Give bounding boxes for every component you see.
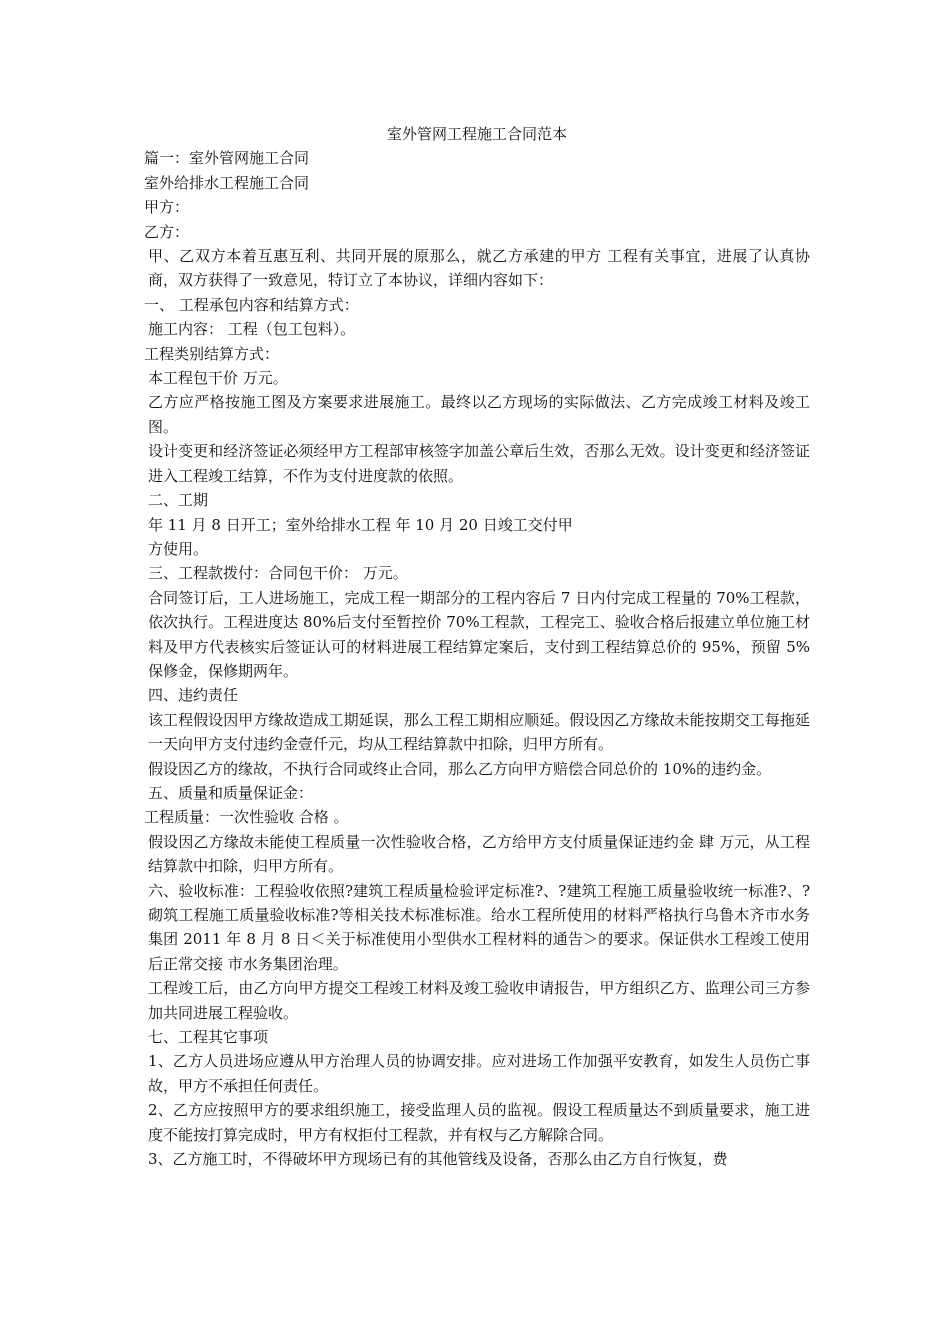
paragraph-22: 假设因乙方缘故未能使工程质量一次性验收合格，乙方给甲方支付质量保证违约金 肆 万元，从工程结算款中扣除，归甲方所有。 bbox=[148, 832, 810, 876]
paragraph-23: 六、验收标准：工程验收依照?建筑工程质量检验评定标准?、?建筑工程施工质量验收统一标准?、?砌筑工程施工质量验收标准?等相关技术标准标准。给水工程所使用的材料严格执行乌鲁木齐市水务集团 2011 年 8 月 8 日＜关于标准使用小型供水工程材料的通告＞的要求。保证供水工程竣工使用后正常交接 市水务集团治理。 bbox=[148, 881, 810, 973]
paragraph-26: 1、乙方人员进场应遵从甲方治理人员的协调安排。应对进场工作加强平安教育，如发生人员伤亡事故，甲方不承担任何责任。 bbox=[148, 1052, 810, 1095]
paragraph-24: 工程竣工后，由乙方向甲方提交工程竣工材料及竣工验收申请报告，甲方组织乙方、监理公司三方参加共同进展工程验收。 bbox=[148, 979, 810, 1022]
section-heading-1: 一、 工程承包内容和结算方式： bbox=[144, 295, 359, 314]
paragraph-2: 室外给排水工程施工合同 bbox=[144, 173, 310, 192]
paragraph-5: 甲、乙双方本着互惠互利、共同开展的原那么，就乙方承建的甲方 工程有关事宜，进展了认真协商，双方获得了一致意见，特订立了本协议，详细内容如下： bbox=[148, 247, 810, 290]
paragraph-9: 本工程包干价 万元。 bbox=[148, 369, 288, 388]
paragraph-28: 3、乙方施工时，不得破坏甲方现场已有的其他管线及设备，否那么由乙方自行恢复，费 bbox=[148, 1150, 728, 1169]
paragraph-27: 2、乙方应按照甲方的要求组织施工，接受监理人员的监视。假设工程质量达不到质量要求，施工进度不能按打算完成时，甲方有权拒付工程款，并有权与乙方解除合同。 bbox=[148, 1101, 810, 1144]
section-heading-2: 二、工期 bbox=[148, 491, 209, 510]
paragraph-19: 假设因乙方的缘故，不执行合同或终止合同，那么乙方向甲方赔偿合同总价的 10%的违约金。 bbox=[148, 759, 772, 778]
paragraph-14: 方使用。 bbox=[148, 539, 209, 558]
paragraph-8: 工程类别结算方式： bbox=[144, 344, 280, 363]
paragraph-1: 篇一：室外管网施工合同 bbox=[144, 149, 310, 168]
section-heading-4: 四、违约责任 bbox=[148, 686, 239, 705]
section-heading-7: 七、工程其它事项 bbox=[148, 1028, 269, 1047]
paragraph-11: 设计变更和经济签证必须经甲方工程部审核签字加盖公章后生效，否那么无效。设计变更和经济签证进入工程竣工结算，不作为支付进度款的依照。 bbox=[148, 442, 810, 485]
paragraph-13: 年 11 月 8 日开工；室外给排水工程 年 10 月 20 日竣工交付甲 bbox=[148, 515, 573, 534]
document-title: 室外管网工程施工合同范本 bbox=[386, 125, 567, 143]
section-heading-5: 五、质量和质量保证金： bbox=[148, 783, 314, 802]
paragraph-4: 乙方： bbox=[144, 222, 190, 241]
paragraph-7: 施工内容： 工程（包工包料）。 bbox=[148, 320, 356, 339]
section-heading-3: 三、工程款拨付：合同包干价： 万元。 bbox=[148, 564, 408, 583]
document-page bbox=[144, 122, 810, 1171]
paragraph-16: 合同签订后，工人进场施工，完成工程一期部分的工程内容后 7 日内付完成工程量的 70%工程款，依次执行。工程进度达 80%后支付至暂控价 70%工程款，工程完工、验收合格后报建立单位施工材料及甲方代表核实后签证认可的材料进展工程结算定案后，支付到工程结算总价的 95%，预留 5%保修金，保修期两年。 bbox=[148, 588, 810, 680]
paragraph-21: 工程质量：一次性验收 合格 。 bbox=[144, 808, 349, 827]
paragraph-3: 甲方： bbox=[144, 198, 190, 217]
paragraph-18: 该工程假设因甲方缘故造成工期延误，那么工程工期相应顺延。假设因乙方缘故未能按期交工每拖延一天向甲方支付违约金壹仟元，均从工程结算款中扣除，归甲方所有。 bbox=[148, 710, 810, 754]
paragraph-10: 乙方应严格按施工图及方案要求进展施工。最终以乙方现场的实际做法、乙方完成竣工材料及竣工图。 bbox=[148, 393, 810, 436]
